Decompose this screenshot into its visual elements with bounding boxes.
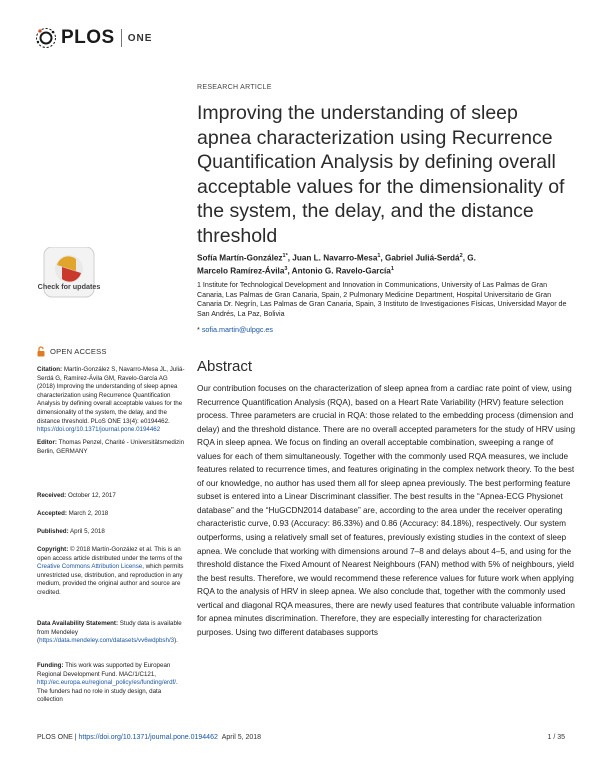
corresponding-email	[197, 325, 273, 334]
email-star: *	[197, 325, 200, 334]
copyright-block	[37, 546, 187, 598]
author-superscript: 3	[284, 265, 288, 272]
author-name[interactable]: , Antonio G. Ravelo-García	[287, 266, 391, 276]
citation-block	[37, 366, 187, 435]
citation-label: Citation:	[37, 366, 63, 373]
author-name[interactable]: Marcelo Ramírez-Ávila	[197, 266, 285, 276]
copyright-text: © 2018 Martín-González et al. This is an open access article distributed under the terms of the	[37, 546, 183, 562]
received-date: October 12, 2017	[67, 492, 116, 499]
affiliations: 1 Institute for Technological Development and Innovation in Communications, University of Las Palmas de Gran Canaria, Las Palmas de Gran Canaria, Spain, 2 Pulmonary Medicine Department, Hospital Universitario de Gran Canaria Dr. Negrín, Las Palmas de Gran Canaria, Spain, 3 Instituto de Investigaciones Físicas, Universidad Mayor de San Andrés, La Paz, Bolivia	[197, 281, 567, 318]
open-lock-icon	[37, 346, 45, 357]
journal-sub: ONE	[127, 32, 153, 44]
journal-name: PLOS	[61, 27, 115, 48]
open-access-label: OPEN ACCESS	[50, 347, 107, 356]
data-availability-block	[37, 620, 187, 646]
funding-label: Funding:	[37, 662, 64, 669]
email-link[interactable]: sofia.martin@ulpgc.es	[201, 325, 274, 334]
plos-one-logo	[35, 27, 152, 49]
license-link[interactable]: Creative Commons Attribution License	[37, 563, 143, 571]
author-superscript: 1	[377, 253, 381, 259]
funding-text: This work was supported by European Regional Development Fund. MAC/1/C121,	[37, 662, 171, 678]
author-name[interactable]: , G.	[462, 253, 476, 263]
check-for-updates-icon[interactable]	[36, 247, 102, 313]
data-availability-text: Study data is available from Mendeley (	[37, 620, 182, 645]
footer-doi-link[interactable]: https://doi.org/10.1371/journal.pone.0194462	[78, 734, 218, 741]
data-availability-label: Data Availability Statement:	[37, 620, 119, 627]
article-type: RESEARCH ARTICLE	[197, 84, 272, 91]
published-date: April 5, 2018	[70, 528, 105, 535]
funding-block	[37, 662, 187, 705]
logo-divider	[121, 29, 122, 47]
received-block	[37, 492, 187, 501]
author-superscript: 1	[390, 265, 394, 272]
citation-text: Martín-González S, Navarro-Mesa JL, Juliá-Serdá G, Ramírez-Ávila GM, Ravelo-García AG (2018) Improving the understanding of sleep apnea characterization using Recurrence Quantification Analysis by defining overall acceptable values for the dimensionality of the system, the delay, and the distance threshold. PLoS ONE 13(4): e0194462.	[37, 366, 185, 425]
page-number: 1 / 35	[547, 734, 565, 741]
footer-date: April 5, 2018	[221, 734, 262, 741]
footer-separator: |	[72, 734, 79, 741]
data-availability-tail: ).	[174, 637, 178, 645]
page-footer	[37, 734, 565, 744]
author-superscript: 1*	[282, 253, 288, 259]
author-name[interactable]: Sofía Martín-González	[197, 253, 283, 263]
published-block	[37, 528, 187, 537]
abstract-text: Our contribution focuses on the characterization of sleep apnea from a cardiac rate point of view, using Recurrence Quantification Analysis (RQA), based on a Heart Rate Variability (HRV) feature selection process. Three parameters are crucial in RQA: those related to the embedding process (dimension and delay) and the threshold distance. There are no overall accepted parameters for the study of HRV using RQA in sleep apnea. We focus on finding an overall acceptable combination, sweeping a range of values for each of them simultaneously. Together with the commonly used RQA measures, we include features related to recurrence times, and features originating in the complex network theory. To the best of our knowledge, no author has used them all for sleep apnea previously. The best performing feature subset is entered into a Linear Discriminant classifier. The best results in the “Apnea-ECG Physionet database” and the “HuGCDN2014 database” are, according to the area under the receiver operating characteristic curve, 0.93 (Accuracy: 86.33%) and 0.86 (Accuracy: 84.18%), respectively. Our system outperforms, using a relatively small set of features, previously existing studies in the context of sleep apnea. We conclude that working with dimensions around 7–8 and delays about 4–5, and using for the threshold distance the Fixed Amount of Nearest Neighbours (FAN) method with 5% of neighbours, yield the best results. Therefore, we would recommend these reference values for future work when applying RQA to the analysis of HRV in sleep apnea. We also conclude that, together with the commonly used vertical and diagonal RQA measures, there are newly used features that contribute valuable information for apnea minutes discrimination. Therefore, they are especially interesting for characterization purposes. Using two different databases supports	[197, 384, 576, 637]
article-title: Improving the understanding of sleep apnea characterization using Recurrence Quantification Analysis by defining overall acceptable values for the dimensionality of the system, the delay, and the distance threshold	[197, 102, 565, 247]
received-label: Received:	[37, 492, 67, 499]
published-label: Published:	[37, 528, 69, 535]
copyright-label: Copyright:	[37, 546, 69, 553]
funding-text-tail: . The funders had no role in study design, data collection	[37, 679, 178, 704]
author-name[interactable]: , Juan L. Navarro-Mesa	[287, 253, 378, 263]
author-name[interactable]: , Gabriel Juliá-Serdá	[380, 253, 460, 263]
author-list	[197, 251, 577, 276]
footer-citation	[37, 734, 261, 741]
plos-logo-icon	[35, 27, 57, 49]
editor-label: Editor:	[37, 439, 57, 446]
footer-journal: PLOS ONE	[37, 734, 73, 741]
open-access-badge	[37, 346, 107, 357]
accepted-date: March 2, 2018	[68, 510, 109, 517]
editor-block	[37, 439, 187, 456]
accepted-label: Accepted:	[37, 510, 67, 517]
accepted-block	[37, 510, 187, 519]
author-superscript: 2	[459, 253, 463, 259]
check-for-updates-label[interactable]: Check for updates	[37, 282, 101, 291]
abstract-heading: Abstract	[197, 358, 253, 375]
editor-text: Thomas Penzel, Charité - Universitätsmedizin Berlin, GERMANY	[37, 439, 185, 455]
mendeley-link[interactable]: https://data.mendeley.com/datasets/vv6wdpbsh/3	[39, 637, 175, 645]
citation-doi-link[interactable]: https://doi.org/10.1371/journal.pone.0194462	[37, 426, 161, 434]
copyright-text-tail: , which permits unrestricted use, distribution, and reproduction in any medium, provided the original author and source are credited.	[37, 563, 184, 596]
funding-link[interactable]: http://ec.europa.eu/regional_policy/es/funding/erdf/	[37, 679, 176, 687]
